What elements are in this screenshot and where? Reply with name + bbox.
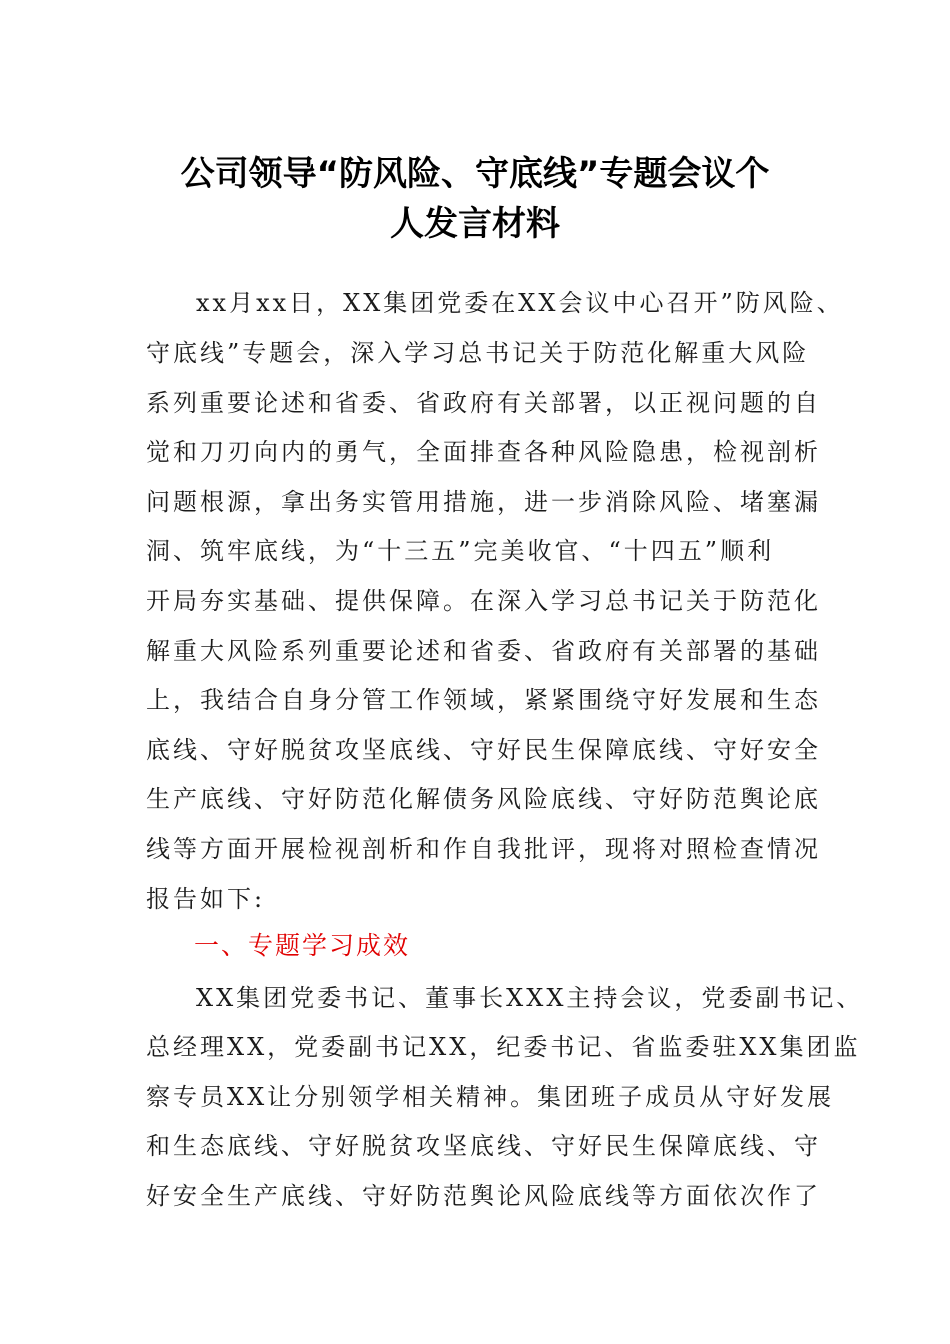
section-heading-1: 一、专题学习成效 [194, 931, 411, 960]
paragraph-line: 解重大风险系列重要论述和省委、省政府有关部署的基础 [146, 637, 821, 665]
paragraph-line: 洞、筑牢底线，为“十三五”完美收官、“十四五”顺利 [146, 537, 775, 565]
paragraph-line: 觉和刀刃向内的勇气，全面排查各种风险隐患，检视剖析 [146, 438, 821, 466]
paragraph-line: 察专员XX让分别领学相关精神。集团班子成员从守好发展 [146, 1083, 835, 1111]
paragraph-line: 总经理XX，党委副书记XX，纪委书记、省监委驻XX集团监 [146, 1033, 861, 1061]
paragraph-line: 和生态底线、守好脱贫攻坚底线、守好民生保障底线、守 [146, 1132, 821, 1160]
paragraph-line: xx月xx日，XX集团党委在XX会议中心召开”防风险、 [196, 289, 844, 317]
document-title-line-2: 人发言材料 [390, 204, 560, 244]
paragraph-line: 系列重要论述和省委、省政府有关部署，以正视问题的自 [146, 389, 821, 417]
paragraph-line: 线等方面开展检视剖析和作自我批评，现将对照检查情况 [146, 835, 821, 863]
paragraph-line: 好安全生产底线、守好防范舆论风险底线等方面依次作了 [146, 1182, 821, 1210]
paragraph-line: 底线、守好脱贫攻坚底线、守好民生保障底线、守好安全 [146, 736, 821, 764]
paragraph-line: 报告如下: [146, 885, 266, 913]
paragraph-line: 生产底线、守好防范化解债务风险底线、守好防范舆论底 [146, 785, 821, 813]
document-title-line-1: 公司领导“防风险、守底线”专题会议个 [180, 154, 770, 194]
paragraph-line: 上，我结合自身分管工作领域，紧紧围绕守好发展和生态 [146, 686, 821, 714]
paragraph-line: XX集团党委书记、董事长XXX主持会议，党委副书记、 [196, 984, 864, 1012]
paragraph-line: 开局夯实基础、提供保障。在深入学习总书记关于防范化 [146, 587, 821, 615]
paragraph-line: 守底线”专题会，深入学习总书记关于防范化解重大风险 [146, 339, 810, 367]
paragraph-line: 问题根源，拿出务实管用措施，进一步消除风险、堵塞漏 [146, 488, 821, 516]
